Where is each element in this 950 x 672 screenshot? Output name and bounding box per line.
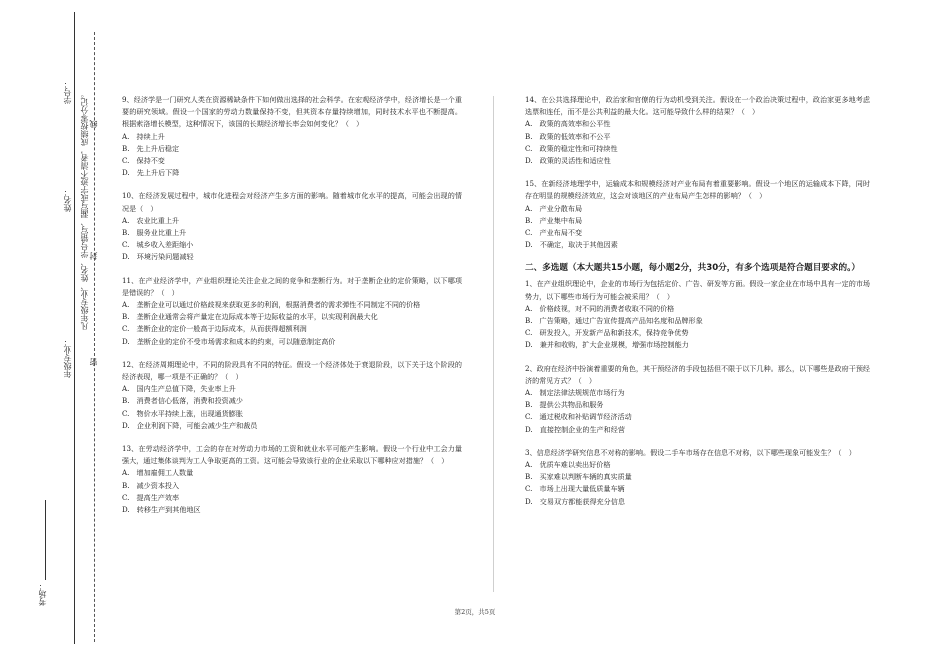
option-d: D. 直接控制企业的生产和经营 xyxy=(525,424,625,434)
option-b: B. 消费者信心低落，消费和投资减少 xyxy=(122,396,243,406)
option-d: D. 垄断企业的定价不受市场需求和成本的约束，可以随意制定高价 xyxy=(122,336,336,346)
option-d: D. 企业利润下降，可能会减少生产和裁员 xyxy=(122,420,258,430)
seal-char-xian: 线 xyxy=(89,120,98,128)
option-d: D. 先上升后下降 xyxy=(122,168,180,178)
option-c: C. 产业布局不变 xyxy=(525,228,583,238)
option-d: D. 交易双方都能获得充分信息 xyxy=(525,496,625,506)
binding-solid-line xyxy=(74,12,75,644)
question-stem: 1、在产业组织理论中，企业的市场行为包括定价、广告、研发等方面。假设一家企业在市场中具有一定的市场势力，以下哪些市场行为可能会被采用？（ ） xyxy=(525,279,871,301)
option-d: D. 转移生产到其他地区 xyxy=(122,505,201,515)
option-a: A. 增加雇佣工人数量 xyxy=(122,468,194,478)
section-two-title: 二、多选题（本大题共15小题，每小题2分，共30分，有多个选项是符合题目要求的。） xyxy=(525,263,860,274)
column-divider xyxy=(493,96,494,592)
option-b: B. 产业集中布局 xyxy=(525,215,583,225)
option-a: A. 价格歧视，对不同的消费者收取不同的价格 xyxy=(525,303,675,313)
binding-warning-text: 凡年级专业、姓名、学号错写、漏写或字迹不清者，成绩按零分记。 xyxy=(80,90,89,330)
exam-site-underline xyxy=(45,500,46,580)
right-column xyxy=(525,94,870,519)
question-stem: 9、经济学是一门研究人类在资源稀缺条件下如何做出选择的社会科学。在宏观经济学中，经济增长是一个重要的研究领域。假设一个国家的劳动力数量保持不变，但其资本存量持续增加，同时技术水平也不断提高。根据索洛增长模型，这种情况下，该国的长期经济增长率会如何变化？（ ） xyxy=(122,95,462,129)
option-a: A. 制定法律法规规范市场行为 xyxy=(525,388,625,398)
option-b: B. 先上升后稳定 xyxy=(122,143,180,153)
option-b: B. 广告策略，通过广告宣传提高产品知名度和品牌形象 xyxy=(525,316,703,326)
question-9 xyxy=(122,94,462,179)
exam-site-label: 考场： xyxy=(38,582,47,606)
question-stem: 2、政府在经济中扮演着重要的角色，其干预经济的手段包括但不限于以下几种。那么，以下哪些是政府干预经济的常见方式？（ ） xyxy=(525,363,871,385)
option-c: C. 提高生产效率 xyxy=(122,492,180,502)
option-c: C. 物价水平持续上涨，出现通货膨胀 xyxy=(122,408,243,418)
question-stem: 12、在经济周期理论中，不同的阶段具有不同的特征。假设一个经济体处于衰退阶段，以下关于这个阶段的经济表现，哪一项是不正确的？（ ） xyxy=(122,359,462,382)
option-d: D. 不确定，取决于其他因素 xyxy=(525,240,618,250)
option-a: A. 农业比重上升 xyxy=(122,215,180,225)
option-a: A. 垄断企业可以通过价格歧视来获取更多的利润，根据消费者的需求弹性不同制定不同的价格 xyxy=(122,300,421,310)
page-footer: 第2页，共5页 xyxy=(454,608,496,616)
seal-char-feng: 封 xyxy=(89,252,98,260)
option-b: B. 提供公共物品和服务 xyxy=(525,400,604,410)
multi-question-2 xyxy=(525,363,870,436)
question-stem: 11、在产业经济学中，产业组织理论关注企业之间的竞争和垄断行为。对于垄断企业的定价策略，以下哪项是错误的？（ ） xyxy=(122,275,462,297)
left-column xyxy=(122,94,462,527)
option-a: A. 政策的高效率和公平性 xyxy=(525,119,611,129)
binding-margin xyxy=(0,0,110,672)
question-stem: 10、在经济发展过程中，城市化进程会对经济产生多方面的影响。随着城市化水平的提高，可能会出现的情况是（ ） xyxy=(122,191,462,213)
option-b: B. 服务业比重上升 xyxy=(122,228,187,238)
question-12 xyxy=(122,359,462,432)
option-c: C. 垄断企业的定价一般高于边际成本，从而获得超额利润 xyxy=(122,324,307,334)
question-10 xyxy=(122,190,462,263)
option-c: C. 政策的稳定性和可持续性 xyxy=(525,143,618,153)
option-b: B. 垄断企业通常会将产量定在边际成本等于边际收益的水平，以实现利润最大化 xyxy=(122,312,378,322)
multi-question-1 xyxy=(525,278,870,351)
option-c: C. 通过税收和补贴调节经济活动 xyxy=(525,412,632,422)
option-c: C. 研发投入，开发新产品和新技术，保持竞争优势 xyxy=(525,328,689,338)
option-a: A. 持续上升 xyxy=(122,131,165,141)
option-d: D. 兼并和收购，扩大企业规模，增强市场控制能力 xyxy=(525,340,689,350)
grade-major-label: 年级专业： xyxy=(63,338,72,378)
question-stem: 14、在公共选择理论中，政治家和官僚的行为动机受到关注。假设在一个政治决策过程中，政治家更多地考虑选票和连任，而不是公共利益的最大化。这可能导致什么样的结果？（ ） xyxy=(525,95,870,117)
question-15 xyxy=(525,178,870,251)
option-a: A. 优质车难以卖出好价格 xyxy=(525,460,611,470)
question-13 xyxy=(122,443,462,516)
option-d: D. 环境污染问题减轻 xyxy=(122,252,194,262)
option-b: B. 政策的低效率和不公平 xyxy=(525,131,611,141)
option-a: A. 产业分散布局 xyxy=(525,203,583,213)
name-label: 姓名： xyxy=(63,188,72,212)
question-14 xyxy=(525,94,870,167)
option-c: C. 城乡收入差距缩小 xyxy=(122,240,194,250)
option-c: C. 市场上出现大量低质量车辆 xyxy=(525,484,625,494)
option-d: D. 政策的灵活性和适应性 xyxy=(525,156,611,166)
student-id-label: 学号： xyxy=(63,80,72,104)
question-stem: 3、信息经济学研究信息不对称的影响。假设二手车市场存在信息不对称，以下哪些现象可能发生？（ ） xyxy=(525,447,856,457)
option-a: A. 国内生产总值下降，失业率上升 xyxy=(122,384,236,394)
question-stem: 13、在劳动经济学中，工会的存在对劳动力市场的工资和就业水平可能产生影响。假设一个行业中工会力量强大，通过集体谈判为工人争取更高的工资。这可能会导致该行业的企业采取以下哪种应对措施？（ ） xyxy=(122,444,462,466)
question-11 xyxy=(122,275,462,348)
seal-char-mi: 密 xyxy=(89,358,98,366)
option-c: C. 保持不变 xyxy=(122,156,165,166)
option-b: B. 减少资本投入 xyxy=(122,480,180,490)
multi-question-3 xyxy=(525,447,870,508)
question-stem: 15、在新经济地理学中，运输成本和规模经济对产业布局有着重要影响。假设一个地区的运输成本下降，同时存在明显的规模经济效应，这会对该地区的产业布局产生怎样的影响？（ ） xyxy=(525,179,870,201)
option-b: B. 买家难以判断车辆的真实质量 xyxy=(525,472,632,482)
